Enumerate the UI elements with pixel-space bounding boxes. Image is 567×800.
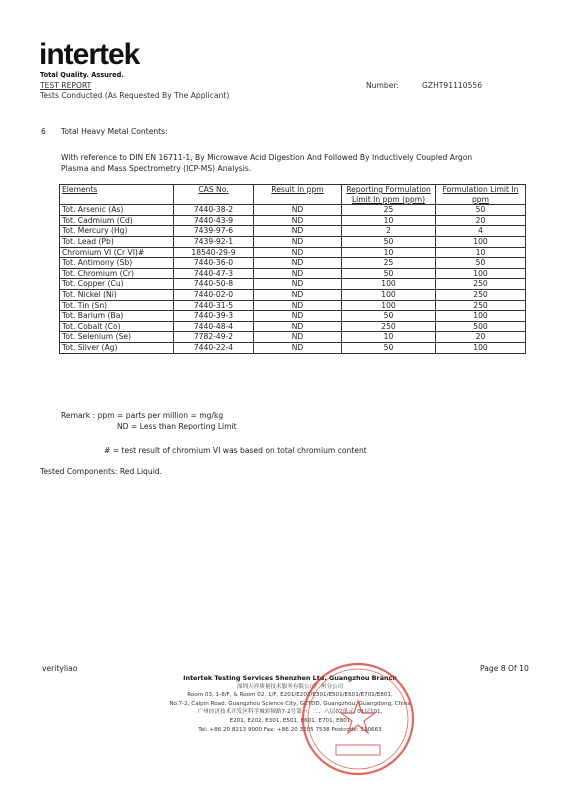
footer-address-2: No.7-2, Caipin Road, Guangzhou Science City, GETDD, Guangzhou, Guangdong, China (169, 700, 411, 707)
cell-reporting-limit: 250 (342, 321, 436, 332)
cell-element: Tot. Tin (Sn) (60, 300, 174, 311)
cell-reporting-limit: 25 (342, 258, 436, 269)
table-header-row (60, 185, 526, 205)
cell-result: ND (254, 258, 342, 269)
cell-element: Tot. Antimony (Sb) (60, 258, 174, 269)
cell-formulation-limit: 20 (436, 215, 526, 226)
report-number-value: GZHT91110556 (422, 81, 483, 90)
method-line-1: With reference to DIN EN 16711-1, By Microwave Acid Digestion And Followed By Inductively Coupled Argon (61, 153, 473, 162)
remark-nd: ND = Less than Reporting Limit (117, 421, 237, 431)
tested-components: Tested Components: Red Liquid. (40, 467, 163, 476)
cell-element: Tot. Selenium (Se) (60, 332, 174, 343)
cell-formulation-limit: 250 (436, 289, 526, 300)
cell-cas-no: 7440-47-3 (174, 268, 254, 279)
cell-element: Tot. Cadmium (Cd) (60, 215, 174, 226)
cell-result: ND (254, 332, 342, 343)
cell-cas-no: 7440-36-0 (174, 258, 254, 269)
table-row (60, 268, 526, 279)
footer-contact: Tel: +86 20 8213 9000 Fax: +86 20 3205 7538 Postcode: 510663 (198, 726, 382, 733)
footer-author: verityliao (42, 664, 78, 673)
cell-result: ND (254, 300, 342, 311)
cell-result: ND (254, 342, 342, 353)
method-line-2: Plasma and Mass Spectrometry (ICP-MS) Analysis. (61, 164, 252, 173)
method-description (61, 152, 521, 174)
cell-element: Tot. Barium (Ba) (60, 311, 174, 322)
cell-reporting-limit: 50 (342, 311, 436, 322)
header-reporting-limit: Reporting Formulation Limit In ppm (ppm) (342, 185, 436, 205)
cell-result: ND (254, 205, 342, 216)
cell-reporting-limit: 10 (342, 215, 436, 226)
cell-formulation-limit: 50 (436, 258, 526, 269)
cell-formulation-limit: 20 (436, 332, 526, 343)
table-row (60, 342, 526, 353)
cell-result: ND (254, 236, 342, 247)
cell-result: ND (254, 268, 342, 279)
cell-result: ND (254, 226, 342, 237)
cell-element: Tot. Nickel (Ni) (60, 289, 174, 300)
cell-reporting-limit: 10 (342, 332, 436, 343)
cell-formulation-limit: 10 (436, 247, 526, 258)
page-number: Page 8 Of 10 (480, 664, 529, 673)
cell-cas-no: 7440-22-4 (174, 342, 254, 353)
cell-reporting-limit: 100 (342, 300, 436, 311)
cell-formulation-limit: 100 (436, 268, 526, 279)
company-seal-stamp (300, 661, 416, 777)
cell-cas-no: 7440-38-2 (174, 205, 254, 216)
cell-cas-no: 7440-31-5 (174, 300, 254, 311)
cell-cas-no: 7439-92-1 (174, 236, 254, 247)
cell-reporting-limit: 50 (342, 342, 436, 353)
cell-result: ND (254, 215, 342, 226)
cell-element: Chromium VI (Cr VI)# (60, 247, 174, 258)
remark-ppm: Remark : ppm = parts per million = mg/kg (61, 411, 224, 420)
cell-cas-no: 7440-39-3 (174, 311, 254, 322)
cell-element: Tot. Chromium (Cr) (60, 268, 174, 279)
section-heading (41, 127, 168, 136)
cell-formulation-limit: 500 (436, 321, 526, 332)
cell-formulation-limit: 100 (436, 342, 526, 353)
table-row (60, 300, 526, 311)
footer-address-cn-2: E201, E202, E301, E501, E601, E701, E801 (229, 717, 351, 724)
table-row (60, 236, 526, 247)
section-title: Total Heavy Metal Contents: (61, 127, 168, 136)
cell-result: ND (254, 279, 342, 290)
cell-reporting-limit: 50 (342, 268, 436, 279)
header-cas-no: CAS No. (174, 185, 254, 205)
cell-cas-no: 18540-29-9 (174, 247, 254, 258)
cell-result: ND (254, 247, 342, 258)
table-row (60, 332, 526, 343)
table-row (60, 258, 526, 269)
section-number: 6 (41, 127, 46, 136)
heavy-metal-table (59, 184, 526, 354)
cell-element: Tot. Lead (Pb) (60, 236, 174, 247)
cell-element: Tot. Arsenic (As) (60, 205, 174, 216)
footer-company: Intertek Testing Services Shenzhen Ltd. Guangzhou Branch (183, 674, 397, 682)
cell-reporting-limit: 50 (342, 236, 436, 247)
cell-formulation-limit: 100 (436, 311, 526, 322)
intertek-logo: intertek (39, 38, 140, 71)
logo-tagline: Total Quality. Assured. (40, 71, 124, 79)
cell-cas-no: 7439-97-6 (174, 226, 254, 237)
table-row (60, 311, 526, 322)
cell-cas-no: 7440-48-4 (174, 321, 254, 332)
chromium-note: # = test result of chromium VI was based on total chromium content (104, 446, 367, 455)
table-row (60, 247, 526, 258)
report-title: TEST REPORT (40, 81, 92, 90)
cell-formulation-limit: 250 (436, 300, 526, 311)
remark (61, 411, 237, 432)
cell-reporting-limit: 100 (342, 279, 436, 290)
table-row (60, 321, 526, 332)
cell-result: ND (254, 311, 342, 322)
report-number-label: Number: (366, 81, 399, 90)
cell-result: ND (254, 289, 342, 300)
cell-reporting-limit: 2 (342, 226, 436, 237)
table-row (60, 226, 526, 237)
cell-formulation-limit: 50 (436, 205, 526, 216)
table-row (60, 215, 526, 226)
table-row (60, 205, 526, 216)
cell-element: Tot. Mercury (Hg) (60, 226, 174, 237)
cell-cas-no: 7782-49-2 (174, 332, 254, 343)
cell-element: Tot. Copper (Cu) (60, 279, 174, 290)
cell-result: ND (254, 321, 342, 332)
cell-cas-no: 7440-50-8 (174, 279, 254, 290)
footer-address-1: Room 03, 1-8/F, & Room 02, 1/F, E201/E202/E301/E501/E601/E701/E801, (187, 692, 393, 699)
header-formulation-limit: Formulation Limit In ppm (436, 185, 526, 205)
cell-formulation-limit: 100 (436, 236, 526, 247)
cell-reporting-limit: 100 (342, 289, 436, 300)
header-elements: Elements (60, 185, 174, 205)
table-row (60, 279, 526, 290)
footer-company-cn: 深圳天祥质量技术服务有限公司广州分公司 (236, 683, 344, 690)
header-result: Result In ppm (254, 185, 342, 205)
report-subtitle: Tests Conducted (As Requested By The Applicant) (40, 91, 230, 100)
table-row (60, 289, 526, 300)
cell-reporting-limit: 25 (342, 205, 436, 216)
cell-element: Tot. Cobalt (Co) (60, 321, 174, 332)
cell-element: Tot. Silver (Ag) (60, 342, 174, 353)
cell-reporting-limit: 10 (342, 247, 436, 258)
cell-cas-no: 7440-43-9 (174, 215, 254, 226)
footer-address-block (100, 674, 480, 734)
cell-formulation-limit: 4 (436, 226, 526, 237)
cell-cas-no: 7440-02-0 (174, 289, 254, 300)
cell-formulation-limit: 250 (436, 279, 526, 290)
footer-address-cn-1: 广州经济技术开发区科学城彩频路7-2号第一、二、八层02单元, 01层101, (197, 709, 383, 716)
